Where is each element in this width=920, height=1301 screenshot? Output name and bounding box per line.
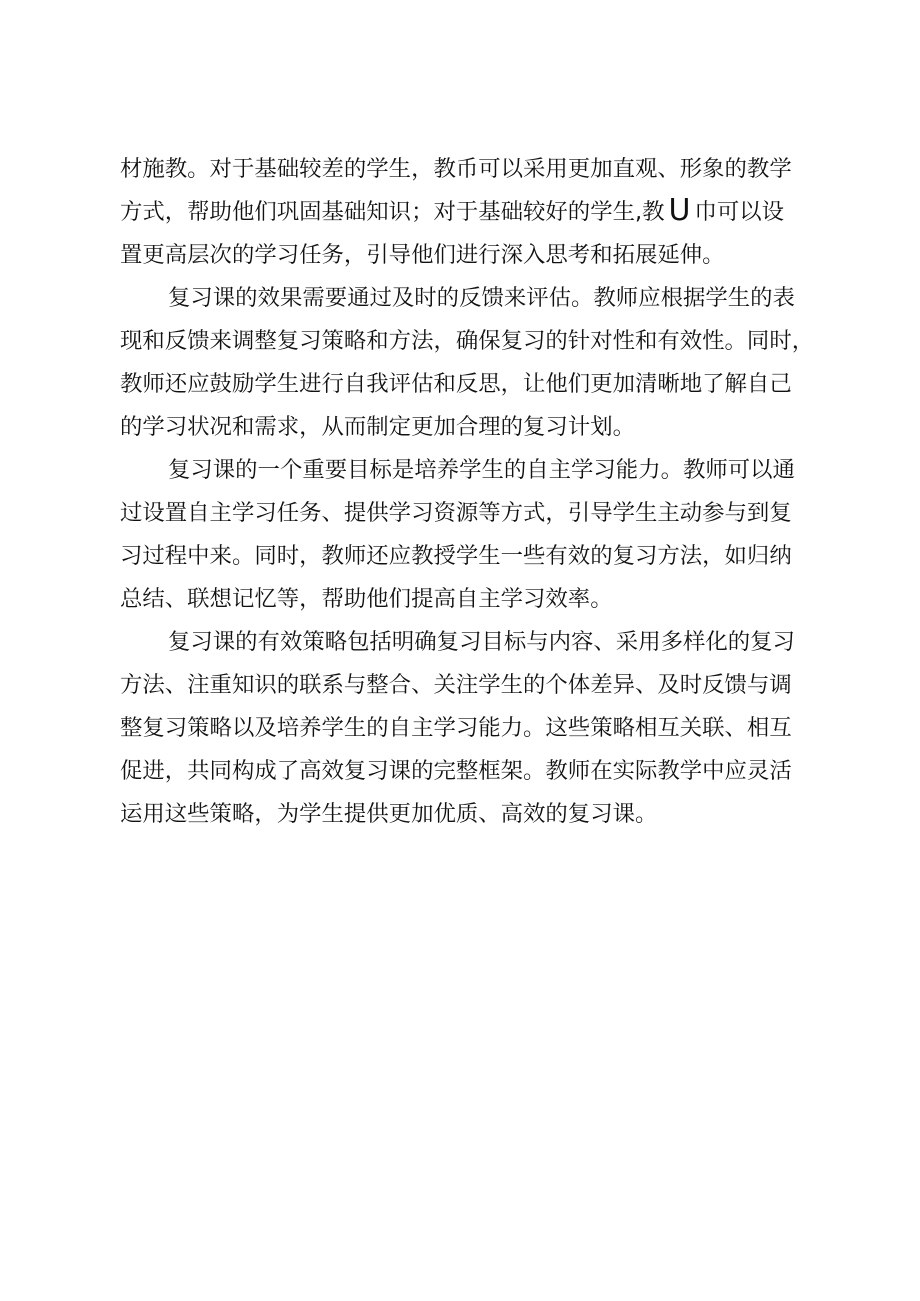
text-line: 的学习状况和需求，从而制定更加合理的复习计划。 [120, 414, 635, 440]
paragraph-2 [120, 277, 814, 449]
paragraph-4 [120, 621, 814, 836]
text-segment: 复习课的有效策略包括明确复习目标与内容、采用多样化的复习 [168, 629, 795, 655]
document-body [120, 148, 814, 836]
text-segment: 方式，帮助他们巩固基础知识；对于基础较好的学生,教 [120, 199, 665, 225]
text-line: 习过程中来。同时，教师还应教授学生一些有效的复习方法，如归纳 [120, 543, 792, 569]
text-line [120, 449, 814, 492]
paragraph-1 [120, 148, 814, 277]
paragraph-3 [120, 449, 814, 621]
text-line [120, 191, 814, 234]
text-line: 教师还应鼓励学生进行自我评估和反思，让他们更加清晰地了解自己 [120, 371, 792, 397]
stray-glyph: U [668, 193, 691, 228]
text-line: 方法、注重知识的联系与整合、关注学生的个体差异、及时反馈与调 [120, 672, 792, 698]
text-line: 总结、联想记忆等，帮助他们提高自主学习效率。 [120, 586, 613, 612]
text-line [120, 277, 814, 320]
text-segment: 复习课的效果需要通过及时的反馈来评估。教师应根据学生的表 [168, 285, 795, 311]
text-segment: 复习课的一个重要目标是培养学生的自主学习能力。教师可以通 [168, 457, 795, 483]
text-line: 现和反馈来调整复习策略和方法，确保复习的针对性和有效性。同时， [120, 328, 815, 354]
text-line: 运用这些策略，为学生提供更加优质、高效的复习课。 [120, 801, 658, 827]
text-line: 置更高层次的学习任务，引导他们进行深入思考和拓展延伸。 [120, 242, 725, 268]
text-line [120, 621, 814, 664]
text-line: 过设置自主学习任务、提供学习资源等方式，引导学生主动参与到复 [120, 500, 792, 526]
text-line: 材施教。对于基础较差的学生，教币可以采用更加直观、形象的教学 [120, 156, 792, 182]
text-line: 整复习策略以及培养学生的自主学习能力。这些策略相互关联、相互 [120, 715, 792, 741]
text-segment: 巾可以设 [694, 199, 785, 225]
text-line: 促进，共同构成了高效复习课的完整框架。教师在实际教学中应灵活 [120, 758, 792, 784]
